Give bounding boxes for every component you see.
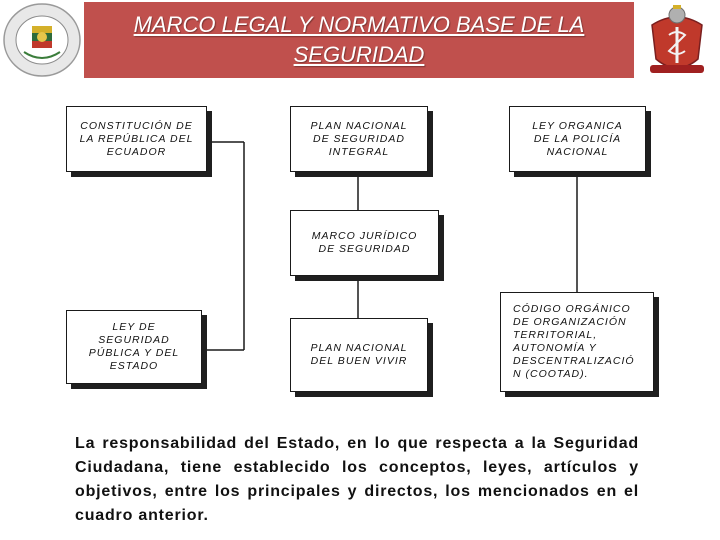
box-cootad-label: CÓDIGO ORGÁNICO DE ORGANIZACIÓN TERRITORIAL, AUTONOMÍA Y DESCENTRALIZACIÓ N (COOTAD). xyxy=(513,303,635,380)
box-marco-juridico-label: MARCO JURÍDICO DE SEGURIDAD xyxy=(311,230,418,255)
box-ley-seguridad xyxy=(66,310,202,384)
page-title: MARCO LEGAL Y NORMATIVO BASE DE LA SEGURIDAD xyxy=(133,12,585,67)
box-constitucion-label: CONSTITUCIÓN DE LA REPÚBLICA DEL ECUADOR xyxy=(79,119,194,158)
box-ley-policia xyxy=(509,106,646,172)
box-plan-seguridad xyxy=(290,106,428,172)
body-paragraph: La responsabilidad del Estado, en lo que respecta a la Seguridad Ciudadana, tiene establecido los conceptos, leyes, artículos y objetivos, entre los principales y directos, los mencionados en el cuadro anterior. xyxy=(75,435,639,524)
box-plan-buen-vivir xyxy=(290,318,428,392)
box-constitucion xyxy=(66,106,207,172)
box-marco-juridico xyxy=(290,210,439,276)
box-cootad xyxy=(500,292,654,392)
box-ley-policia-label: LEY ORGANICA DE LA POLICÍA NACIONAL xyxy=(532,119,623,158)
box-plan-seguridad-label: PLAN NACIONAL DE SEGURIDAD INTEGRAL xyxy=(310,119,408,158)
box-plan-buen-vivir-label: PLAN NACIONAL DEL BUEN VIVIR xyxy=(310,342,408,367)
box-ley-seguridad-label: LEY DE SEGURIDAD PÚBLICA Y DEL ESTADO xyxy=(88,321,180,372)
